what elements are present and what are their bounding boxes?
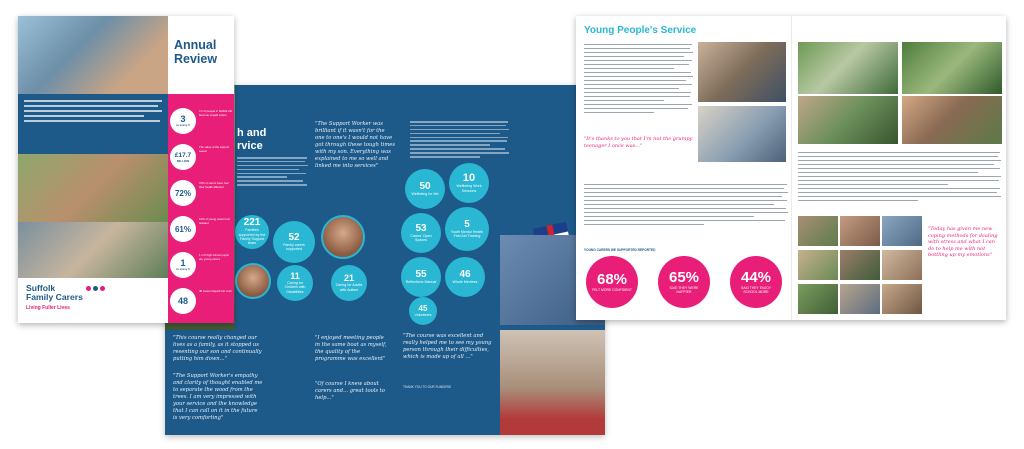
stat-circle-volunteers: 45 Volunteers: [409, 297, 437, 325]
photo-thumb-2: [840, 216, 880, 246]
stat-65-percent: 65% SAID THEY WERE HAPPIER: [658, 256, 710, 308]
photo-thumb-9: [882, 284, 922, 314]
stat-circle-families: 221 Families supported by the Family Support team: [235, 215, 269, 249]
stat-circle-wellbeing: 50 Wellbeing for Me: [405, 169, 445, 209]
section-title-line2: rvice: [237, 140, 263, 152]
tagline: Living Fuller Lives: [26, 305, 70, 311]
stat-48: 48: [170, 288, 196, 314]
thanks-funders: THANK YOU TO OUR FUNDERS: [403, 385, 451, 389]
photo-group-smiling: [798, 96, 898, 144]
photo-young-woman: [235, 263, 271, 299]
stat-72-percent: 72%: [170, 180, 196, 206]
stat-desc-6: 48 carers helped into work: [199, 289, 232, 293]
quote-course-changed-lives: "This course really changed our lives as a family, as it stopped us resenting our son and continually putting him down...": [173, 335, 262, 362]
photo-activity-day: [902, 42, 1002, 94]
stat-desc-5: 1 in 5 high school pupils are young carers: [199, 253, 229, 261]
quote-knew-about-carers: "Of course I knew about carers and... great tools to help...": [315, 381, 385, 401]
young-peoples-service-title: Young People's Service: [584, 25, 697, 36]
page-fold: [791, 16, 792, 320]
photo-thumb-1: [798, 216, 838, 246]
photo-group-activity: [500, 330, 605, 435]
body-text-wide: [584, 184, 789, 228]
survey-heading: YOUNG CARERS WE SUPPORTED REPORTED: [584, 248, 656, 252]
photo-community-event: [18, 222, 168, 278]
quote-enjoyed-meeting: "I enjoyed meeting people in the same boat as myself, the quality of the programme was excellent": [315, 335, 387, 362]
body-text-col3: [798, 152, 1002, 204]
photo-young-people-group: [698, 42, 786, 102]
cover-title-line1: Annual: [174, 38, 217, 52]
pull-quote-coping-methods: "Today has given me new coping methods for dealing with stress and what I can do to help me with not bottling up my emotions": [928, 226, 998, 259]
stat-circle-children-disabilities: 11 Caring for Children with Disabilities: [277, 265, 313, 301]
stat-1-in-5: 1 in every 5: [170, 252, 196, 278]
annual-review-cover: [18, 16, 234, 323]
photo-thumb-4: [798, 250, 838, 280]
stat-61-percent: 61%: [170, 216, 196, 242]
stat-44-percent: 44% SAID THEY ENJOY SCHOOL MORE: [730, 256, 782, 308]
stat-desc-3: 72% of carers have had their health affected: [199, 181, 229, 189]
intro-text-band: [18, 94, 168, 154]
cover-title: [174, 38, 217, 66]
stat-circle-open-spaces: 53 Carers' Open Spaces: [401, 213, 441, 253]
photo-thumb-8: [840, 284, 880, 314]
photo-carers-group: [18, 16, 168, 94]
photo-thumb-7: [798, 284, 838, 314]
section-title-line1: h and: [237, 127, 267, 139]
young-peoples-service-spread: [576, 16, 1006, 320]
stat-desc-4: 61% of young carers feel isolated: [199, 217, 230, 225]
photo-thumb-5: [840, 250, 880, 280]
quote-support-worker: "The Support Worker was brilliant if it wasn't for the one to one's I would not have got through these tough times with my son. Everything was explained to me so well and linked me into services": [315, 121, 395, 169]
stat-circle-mental-health: 5 Youth Mental Health First Aid Training: [445, 207, 489, 251]
paragraph-funding: [410, 121, 510, 160]
photo-girls-together: [902, 96, 1002, 144]
cover-title-line2: Review: [174, 52, 218, 66]
stat-circle-reflections: 55 Reflections Manual: [401, 257, 441, 297]
section-title: [237, 127, 266, 153]
quote-empathy: "The Support Worker's empathy and clarity of thought enabled me to separate the wood from the trees. I am very impressed with your service and the knowledge that I can call on it in the future is very comforting": [173, 373, 263, 421]
stat-circle-family-carers: 52 Family carers supported: [273, 221, 315, 263]
body-text-col1: [584, 44, 694, 116]
logo-dots-icon: [86, 286, 105, 291]
quote-course-excellent: "The course was excellent and really helped me to see my young person through their difficulties, which is made up of all ...": [403, 333, 492, 360]
stat-circle-adults-autism: 21 Caring for Adults with Autism: [331, 265, 367, 301]
stat-circle-work-sessions: 10 Wellbeing Work Sessions: [449, 163, 489, 203]
photo-thumb-6: [882, 250, 922, 280]
logo-line2: Family Carers: [26, 292, 83, 303]
photo-young-carers: [18, 154, 168, 222]
stat-3-in-5: 3 in every 5: [170, 108, 196, 134]
stat-circle-mentees: 46 Whole Mentees: [445, 257, 485, 297]
pull-quote-teenager: "It's thanks to you that I'm not the grumpy teenager I once was...": [584, 136, 693, 149]
stat-desc-2: The value of the support saved: [199, 145, 230, 153]
photo-classroom: [698, 106, 786, 162]
photo-boy-outdoors: [798, 42, 898, 94]
logo-line1: Suffolk: [26, 283, 56, 293]
stat-17-million: £17.7 MILLION: [170, 144, 196, 170]
stat-desc-1: 3 in 5 people in Suffolk will become unpaid carers: [199, 109, 232, 117]
paragraph-intro: [237, 157, 309, 188]
photo-thumb-3: [882, 216, 922, 246]
photo-mother-child: [321, 215, 365, 259]
stat-68-percent: 68% FELT MORE CONFIDENT: [586, 256, 638, 308]
suffolk-family-carers-logo: [26, 284, 83, 303]
